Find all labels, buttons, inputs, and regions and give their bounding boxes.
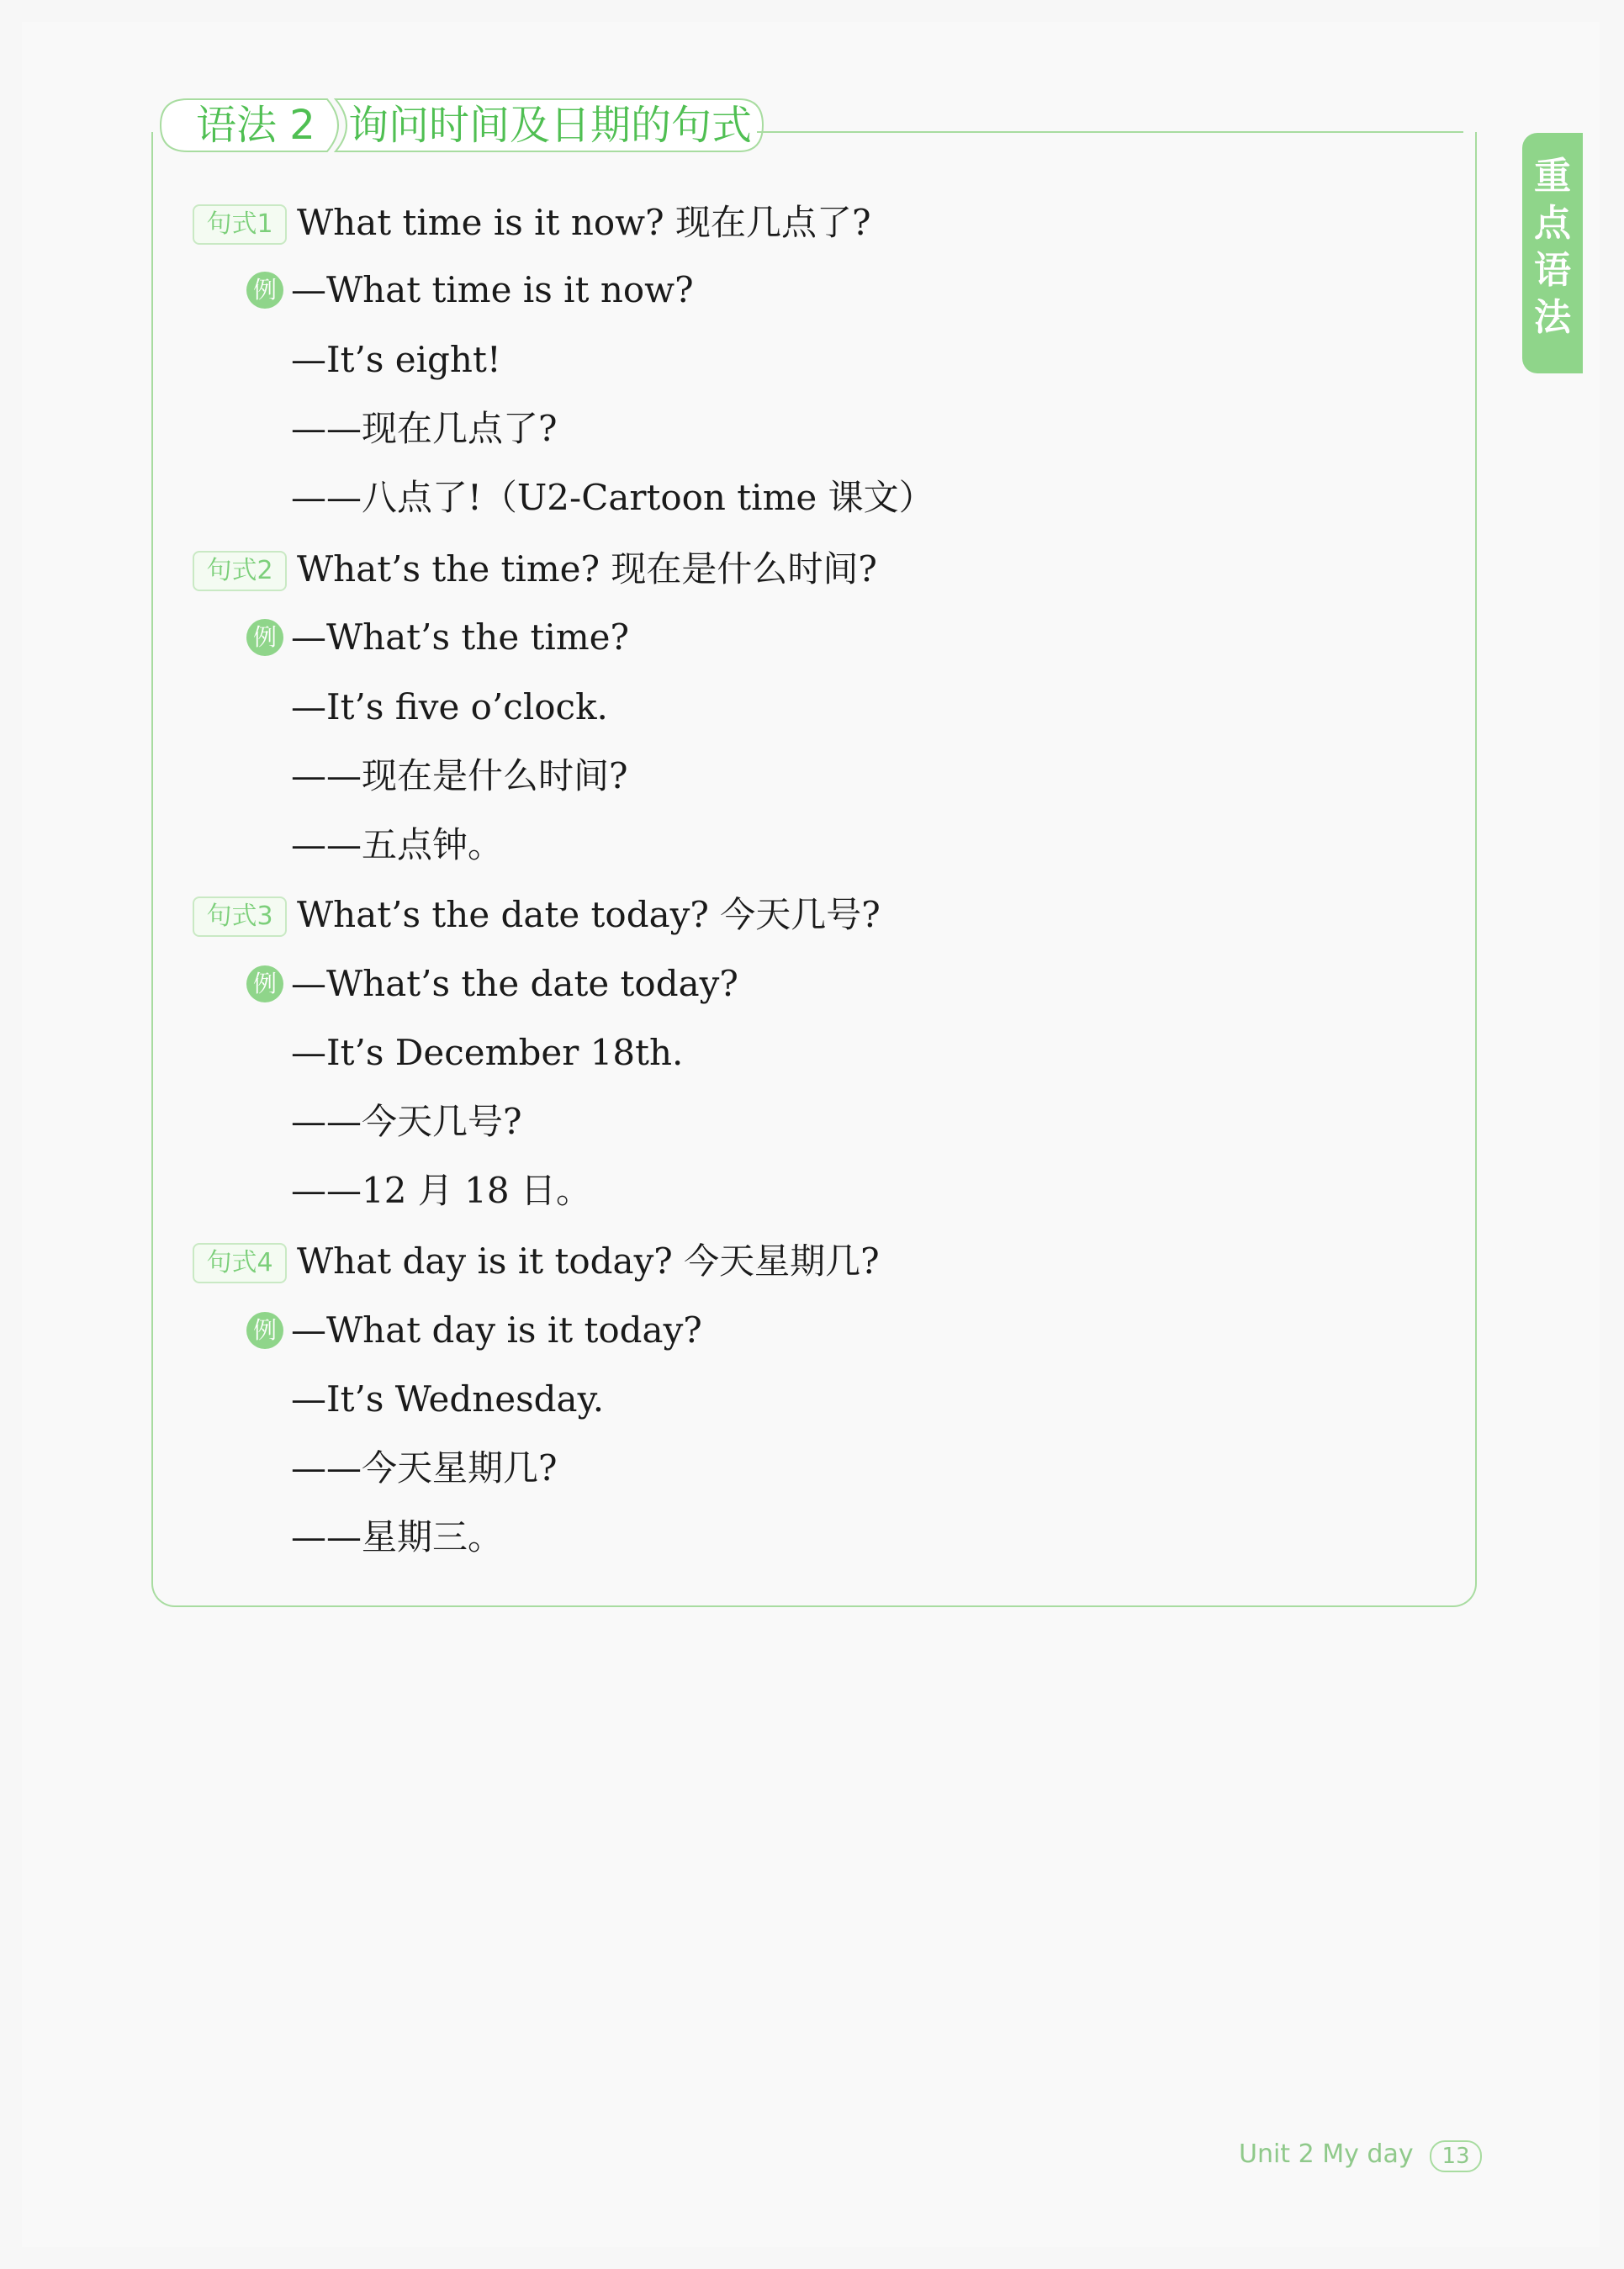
example-line: ——今天星期几? bbox=[291, 1447, 558, 1489]
pattern-sentence-4: What day is it today? 今天星期几? bbox=[297, 1240, 880, 1282]
example-icon: 例 bbox=[246, 965, 283, 1002]
pattern-badge-1: 句式1 bbox=[193, 204, 287, 245]
side-char: 重 bbox=[1534, 155, 1571, 198]
pattern-badge-2: 句式2 bbox=[193, 551, 287, 591]
side-char: 法 bbox=[1534, 296, 1571, 339]
example-icon: 例 bbox=[246, 272, 283, 309]
pattern-badge-3: 句式3 bbox=[193, 896, 287, 937]
example-line: ——今天几号? bbox=[291, 1101, 522, 1142]
example-line: ——12 月 18 日。 bbox=[291, 1170, 591, 1211]
example-icon: 例 bbox=[246, 619, 283, 656]
pattern-badge-4: 句式4 bbox=[193, 1243, 287, 1283]
example-line: —What time is it now? bbox=[291, 269, 694, 310]
example-icon: 例 bbox=[246, 1312, 283, 1349]
side-char: 点 bbox=[1534, 202, 1571, 245]
example-line: ——现在是什么时间? bbox=[291, 755, 628, 796]
page-number: 13 bbox=[1430, 2140, 1482, 2172]
side-tab-label bbox=[1522, 153, 1583, 341]
example-line: —What’s the time? bbox=[291, 616, 630, 658]
pattern-sentence-3: What’s the date today? 今天几号? bbox=[297, 894, 881, 935]
section-title: 询问时间及日期的句式 bbox=[348, 102, 753, 149]
pattern-sentence-1: What time is it now? 现在几点了? bbox=[297, 202, 871, 243]
example-line: ——八点了!（U2-Cartoon time 课文） bbox=[291, 477, 934, 518]
example-line: —What day is it today? bbox=[291, 1309, 702, 1351]
section-label: 语法 2 bbox=[196, 102, 315, 149]
pattern-sentence-2: What’s the time? 现在是什么时间? bbox=[297, 548, 877, 590]
example-line: —It’s eight! bbox=[291, 339, 501, 380]
side-char: 语 bbox=[1534, 249, 1571, 292]
example-line: —It’s Wednesday. bbox=[291, 1378, 605, 1420]
footer-unit: Unit 2 My day bbox=[1239, 2139, 1414, 2169]
example-line: —It’s December 18th. bbox=[291, 1032, 684, 1073]
example-line: —What’s the date today? bbox=[291, 963, 738, 1004]
example-line: —It’s five o’clock. bbox=[291, 686, 608, 727]
example-line: ——星期三。 bbox=[291, 1516, 504, 1558]
example-line: ——五点钟。 bbox=[291, 824, 504, 865]
example-line: ——现在几点了? bbox=[291, 408, 558, 449]
